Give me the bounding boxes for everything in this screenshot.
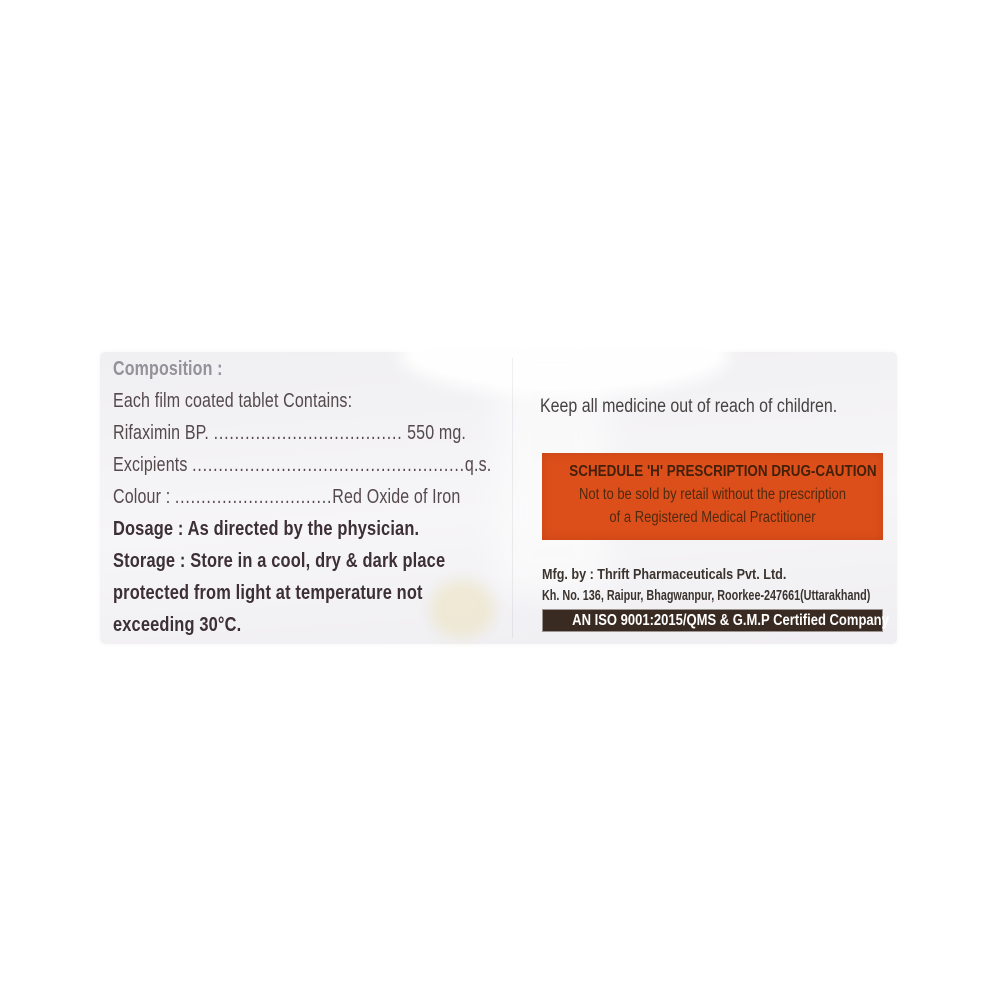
carton-crease: [512, 358, 513, 638]
ingredient-label: Rifaximin BP.: [113, 422, 214, 444]
dosage-line: Dosage : As directed by the physician.: [113, 517, 420, 540]
children-warning: Keep all medicine out of reach of children.: [540, 396, 838, 417]
ingredient-value: q.s.: [464, 454, 492, 476]
iso-certification-text: AN ISO 9001:2015/QMS & G.M.P Certified Company: [572, 612, 889, 629]
ingredient-value: Red Oxide of Iron: [332, 486, 461, 508]
ingredient-label: Colour :: [113, 486, 175, 508]
contains-line: Each film coated tablet Contains:: [113, 390, 353, 412]
schedule-h-caution-box: [542, 453, 883, 540]
schedule-h-title: SCHEDULE 'H' PRESCRIPTION DRUG-CAUTION: [569, 463, 877, 480]
ingredient-label: Excipients: [113, 454, 193, 476]
schedule-h-line-1: Not to be sold by retail without the prescription: [578, 486, 847, 503]
ingredient-row-colour: [113, 481, 497, 513]
dot-leader: ....................................: [213, 422, 403, 444]
carton-back-panel: [100, 352, 897, 644]
ingredient-row-rifaximin: [113, 417, 497, 449]
iso-certification-bar: [542, 609, 889, 632]
storage-line-1: Storage : Store in a cool, dry & dark place: [113, 549, 446, 572]
ingredient-row-excipients: [113, 449, 497, 481]
composition-heading: Composition :: [113, 358, 223, 380]
storage-line-2: protected from light at temperature not: [113, 581, 423, 604]
storage-line-3: exceeding 30°C.: [113, 613, 242, 636]
composition-section: [113, 353, 497, 641]
schedule-h-line-2: of a Registered Medical Practitioner: [609, 509, 816, 526]
dot-leader: ..............................: [174, 486, 333, 508]
ingredient-value: 550 mg.: [402, 422, 467, 444]
dot-leader: ....................................................: [192, 454, 465, 476]
manufacturer-address: Kh. No. 136, Raipur, Bhagwanpur, Roorkee-247661(Uttarakhand): [542, 587, 871, 604]
manufacturer-line: Mfg. by : Thrift Pharmaceuticals Pvt. Ltd.: [542, 566, 787, 583]
